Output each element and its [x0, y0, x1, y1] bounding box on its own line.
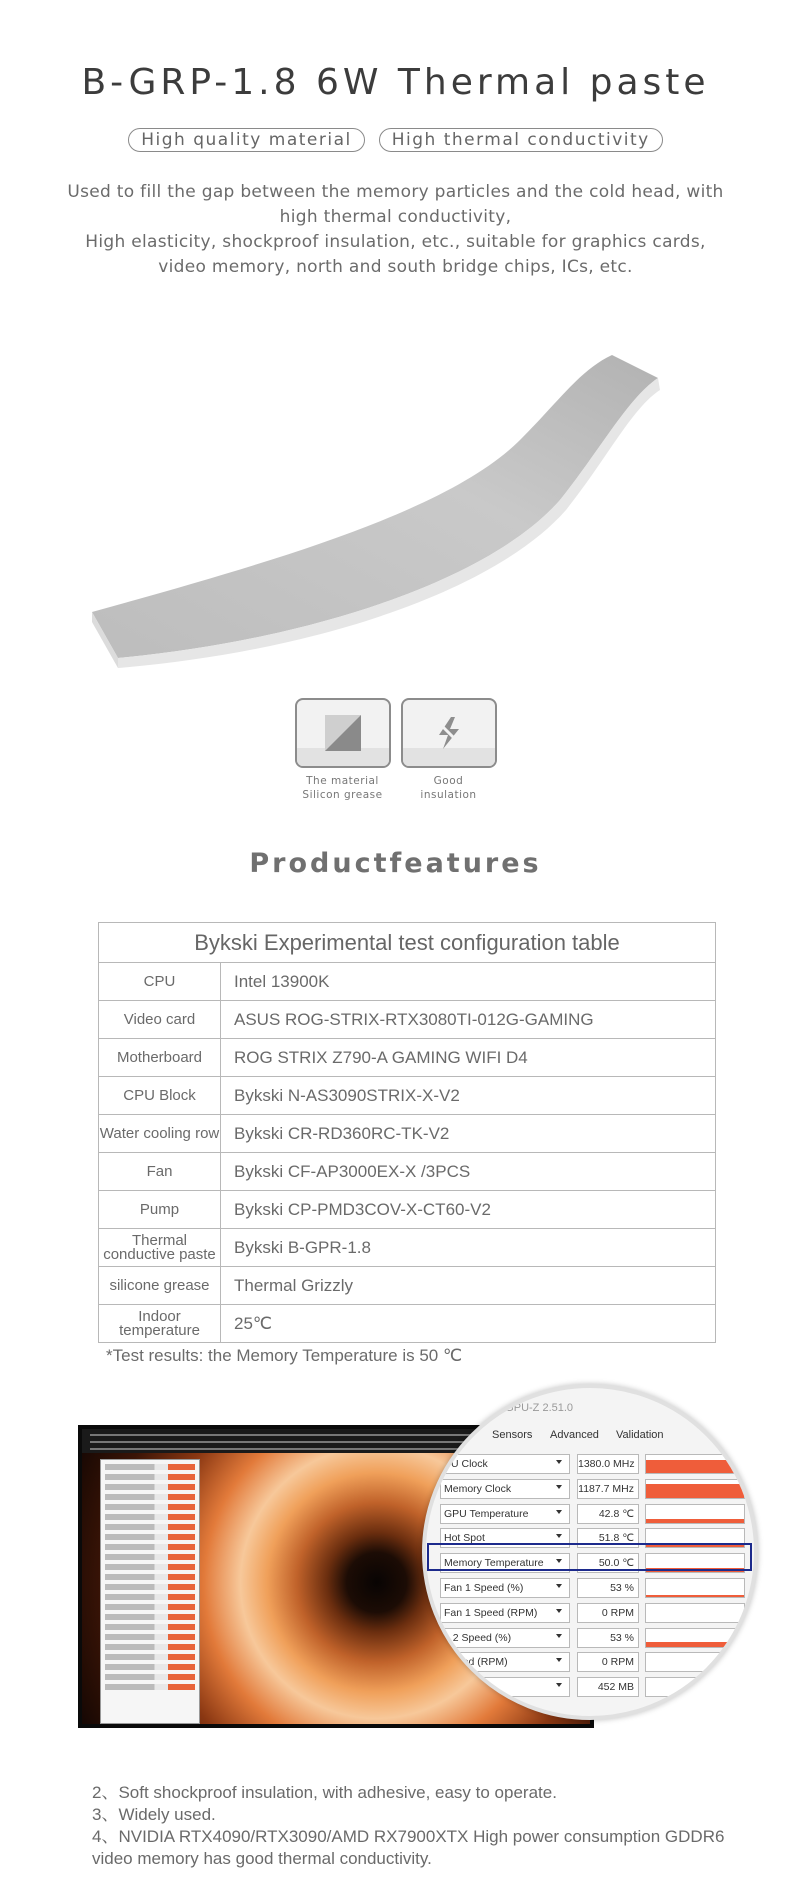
chevron-down-icon[interactable]	[556, 1510, 562, 1514]
chevron-down-icon[interactable]	[556, 1683, 562, 1687]
note-item: 3、Widely used.	[92, 1805, 216, 1824]
tab-card[interactable]: Card	[444, 1429, 468, 1441]
gpuz-sensor-row	[440, 1675, 758, 1700]
gpuz-sensor-row	[440, 1650, 758, 1675]
sensor-name-select[interactable]: n 2 Speed (%)	[440, 1628, 570, 1648]
feature-tags	[0, 128, 791, 152]
sensor-graph	[645, 1479, 745, 1499]
note-item: 4、NVIDIA RTX4090/RTX3090/AMD RX7900XTX High power consumption GDDR6 video memory has good thermal conductivity.	[92, 1827, 725, 1868]
sensor-value: 1380.0 MHz	[577, 1454, 639, 1474]
feature-material-label: The material Silicon grease	[302, 775, 383, 801]
sensor-name-select[interactable]: PU Clock	[440, 1454, 570, 1474]
feature-icons	[0, 698, 791, 802]
gpuz-sensor-row	[440, 1626, 758, 1651]
gpuz-sensor-row	[440, 1601, 758, 1626]
page-title: B-GRP-1.8 6W Thermal paste	[81, 62, 710, 103]
chevron-down-icon[interactable]	[556, 1584, 562, 1588]
mini-gpuz-window	[100, 1459, 200, 1724]
sensor-graph	[645, 1578, 745, 1598]
sensor-graph	[645, 1603, 745, 1623]
sensor-graph	[645, 1628, 745, 1648]
sensor-value: 1187.7 MHz	[577, 1479, 639, 1499]
config-table	[98, 922, 716, 1343]
chevron-down-icon[interactable]	[556, 1460, 562, 1464]
table-row: silicone grease Thermal Grizzly	[99, 1267, 716, 1305]
tab-advanced[interactable]: Advanced	[550, 1429, 599, 1441]
sensor-value: 0 RPM	[577, 1603, 639, 1623]
chevron-down-icon[interactable]	[556, 1634, 562, 1638]
memory-temperature-highlight	[427, 1543, 752, 1571]
note-item: 2、Soft shockproof insulation, with adhesive, easy to operate.	[92, 1783, 557, 1802]
gpuz-sensor-list	[440, 1452, 758, 1700]
gpuz-sensor-row	[440, 1477, 758, 1502]
tab-sensors[interactable]: Sensors	[492, 1429, 533, 1441]
description-line-1: Used to fill the gap between the memory particles and the cold head, with high thermal conductivity,	[67, 182, 724, 227]
table-row: Motherboard ROG STRIX Z790-A GAMING WIFI D4	[99, 1039, 716, 1077]
sensor-value: 53 %	[577, 1628, 639, 1648]
sensor-graph	[645, 1504, 745, 1524]
product-description	[60, 180, 731, 280]
sensor-name-select[interactable]: Memory Temperature	[440, 1553, 570, 1573]
sensor-name-select[interactable]: Hot Spot	[440, 1528, 570, 1548]
gpuz-tabs	[426, 1426, 754, 1446]
chevron-down-icon[interactable]	[556, 1658, 562, 1662]
material-square-icon	[295, 698, 391, 768]
sensor-graph-bar	[646, 1484, 744, 1498]
sensor-value: 51.8 ℃	[577, 1528, 639, 1548]
sensor-name-select[interactable]: Fan 1 Speed (%)	[440, 1578, 570, 1598]
sensor-graph	[645, 1454, 745, 1474]
sensor-name-select[interactable]: Memory Clock	[440, 1479, 570, 1499]
test-result: *Test results: the Memory Temperature is 50 ℃	[106, 1346, 463, 1365]
chevron-down-icon[interactable]	[556, 1485, 562, 1489]
sensor-value: 53 %	[577, 1578, 639, 1598]
gpuz-sensor-row	[440, 1576, 758, 1601]
table-row: Thermal conductive paste Bykski B-GPR-1.8	[99, 1229, 716, 1267]
sensor-name-select[interactable]: Speed (RPM)	[440, 1652, 570, 1672]
sensor-graph-bar	[646, 1519, 744, 1523]
sensor-name-select[interactable]	[440, 1677, 570, 1697]
sensor-value: 452 MB	[577, 1677, 639, 1697]
table-row: Pump Bykski CP-PMD3COV-X-CT60-V2	[99, 1191, 716, 1229]
chevron-down-icon[interactable]	[556, 1609, 562, 1613]
sensor-graph-bar	[646, 1642, 744, 1647]
table-row: CPU Intel 13900K	[99, 963, 716, 1001]
sensor-graph-bar	[646, 1460, 744, 1473]
chevron-down-icon[interactable]	[556, 1534, 562, 1538]
table-row: CPU Block Bykski N-AS3090STRIX-X-V2	[99, 1077, 716, 1115]
feature-material	[295, 698, 391, 802]
sensor-name-select[interactable]: Fan 1 Speed (RPM)	[440, 1603, 570, 1623]
feature-insulation-label: Good insulation	[420, 775, 477, 801]
tag-material: High quality material	[128, 128, 365, 152]
sensor-name-select[interactable]: GPU Temperature	[440, 1504, 570, 1524]
gpuz-title: p GPU-Z 2.51.0	[496, 1402, 574, 1414]
notes	[92, 1782, 732, 1870]
table-row: Video card ASUS ROG-STRIX-RTX3080TI-012G-GAMING	[99, 1001, 716, 1039]
table-row: Indoor temperature 25℃	[99, 1305, 716, 1343]
feature-insulation	[401, 698, 497, 802]
config-table-title: Bykski Experimental test configuration table	[99, 923, 716, 963]
sensor-value: 0 RPM	[577, 1652, 639, 1672]
sensor-value: 50.0 ℃	[577, 1553, 639, 1573]
gpuz-sensor-row	[440, 1452, 758, 1477]
section-title: Productfeatures	[249, 848, 542, 879]
sensor-graph	[645, 1677, 745, 1697]
tag-conductivity: High thermal conductivity	[379, 128, 663, 152]
thermal-paste-strip-image	[80, 340, 720, 680]
sensor-value: 42.8 ℃	[577, 1504, 639, 1524]
table-row: Water cooling row Bykski CR-RD360RC-TK-V2	[99, 1115, 716, 1153]
sensor-graph	[645, 1652, 745, 1672]
description-line-2: High elasticity, shockproof insulation, etc., suitable for graphics cards, video memory, north and south bridge chips, ICs, etc.	[85, 232, 706, 277]
tab-validation[interactable]: Validation	[616, 1429, 664, 1441]
config-table-header	[99, 923, 716, 963]
table-row: Fan Bykski CF-AP3000EX-X /3PCS	[99, 1153, 716, 1191]
lightning-insulation-icon	[401, 698, 497, 768]
gpuz-sensor-row	[440, 1502, 758, 1527]
sensor-graph-bar	[646, 1595, 744, 1597]
